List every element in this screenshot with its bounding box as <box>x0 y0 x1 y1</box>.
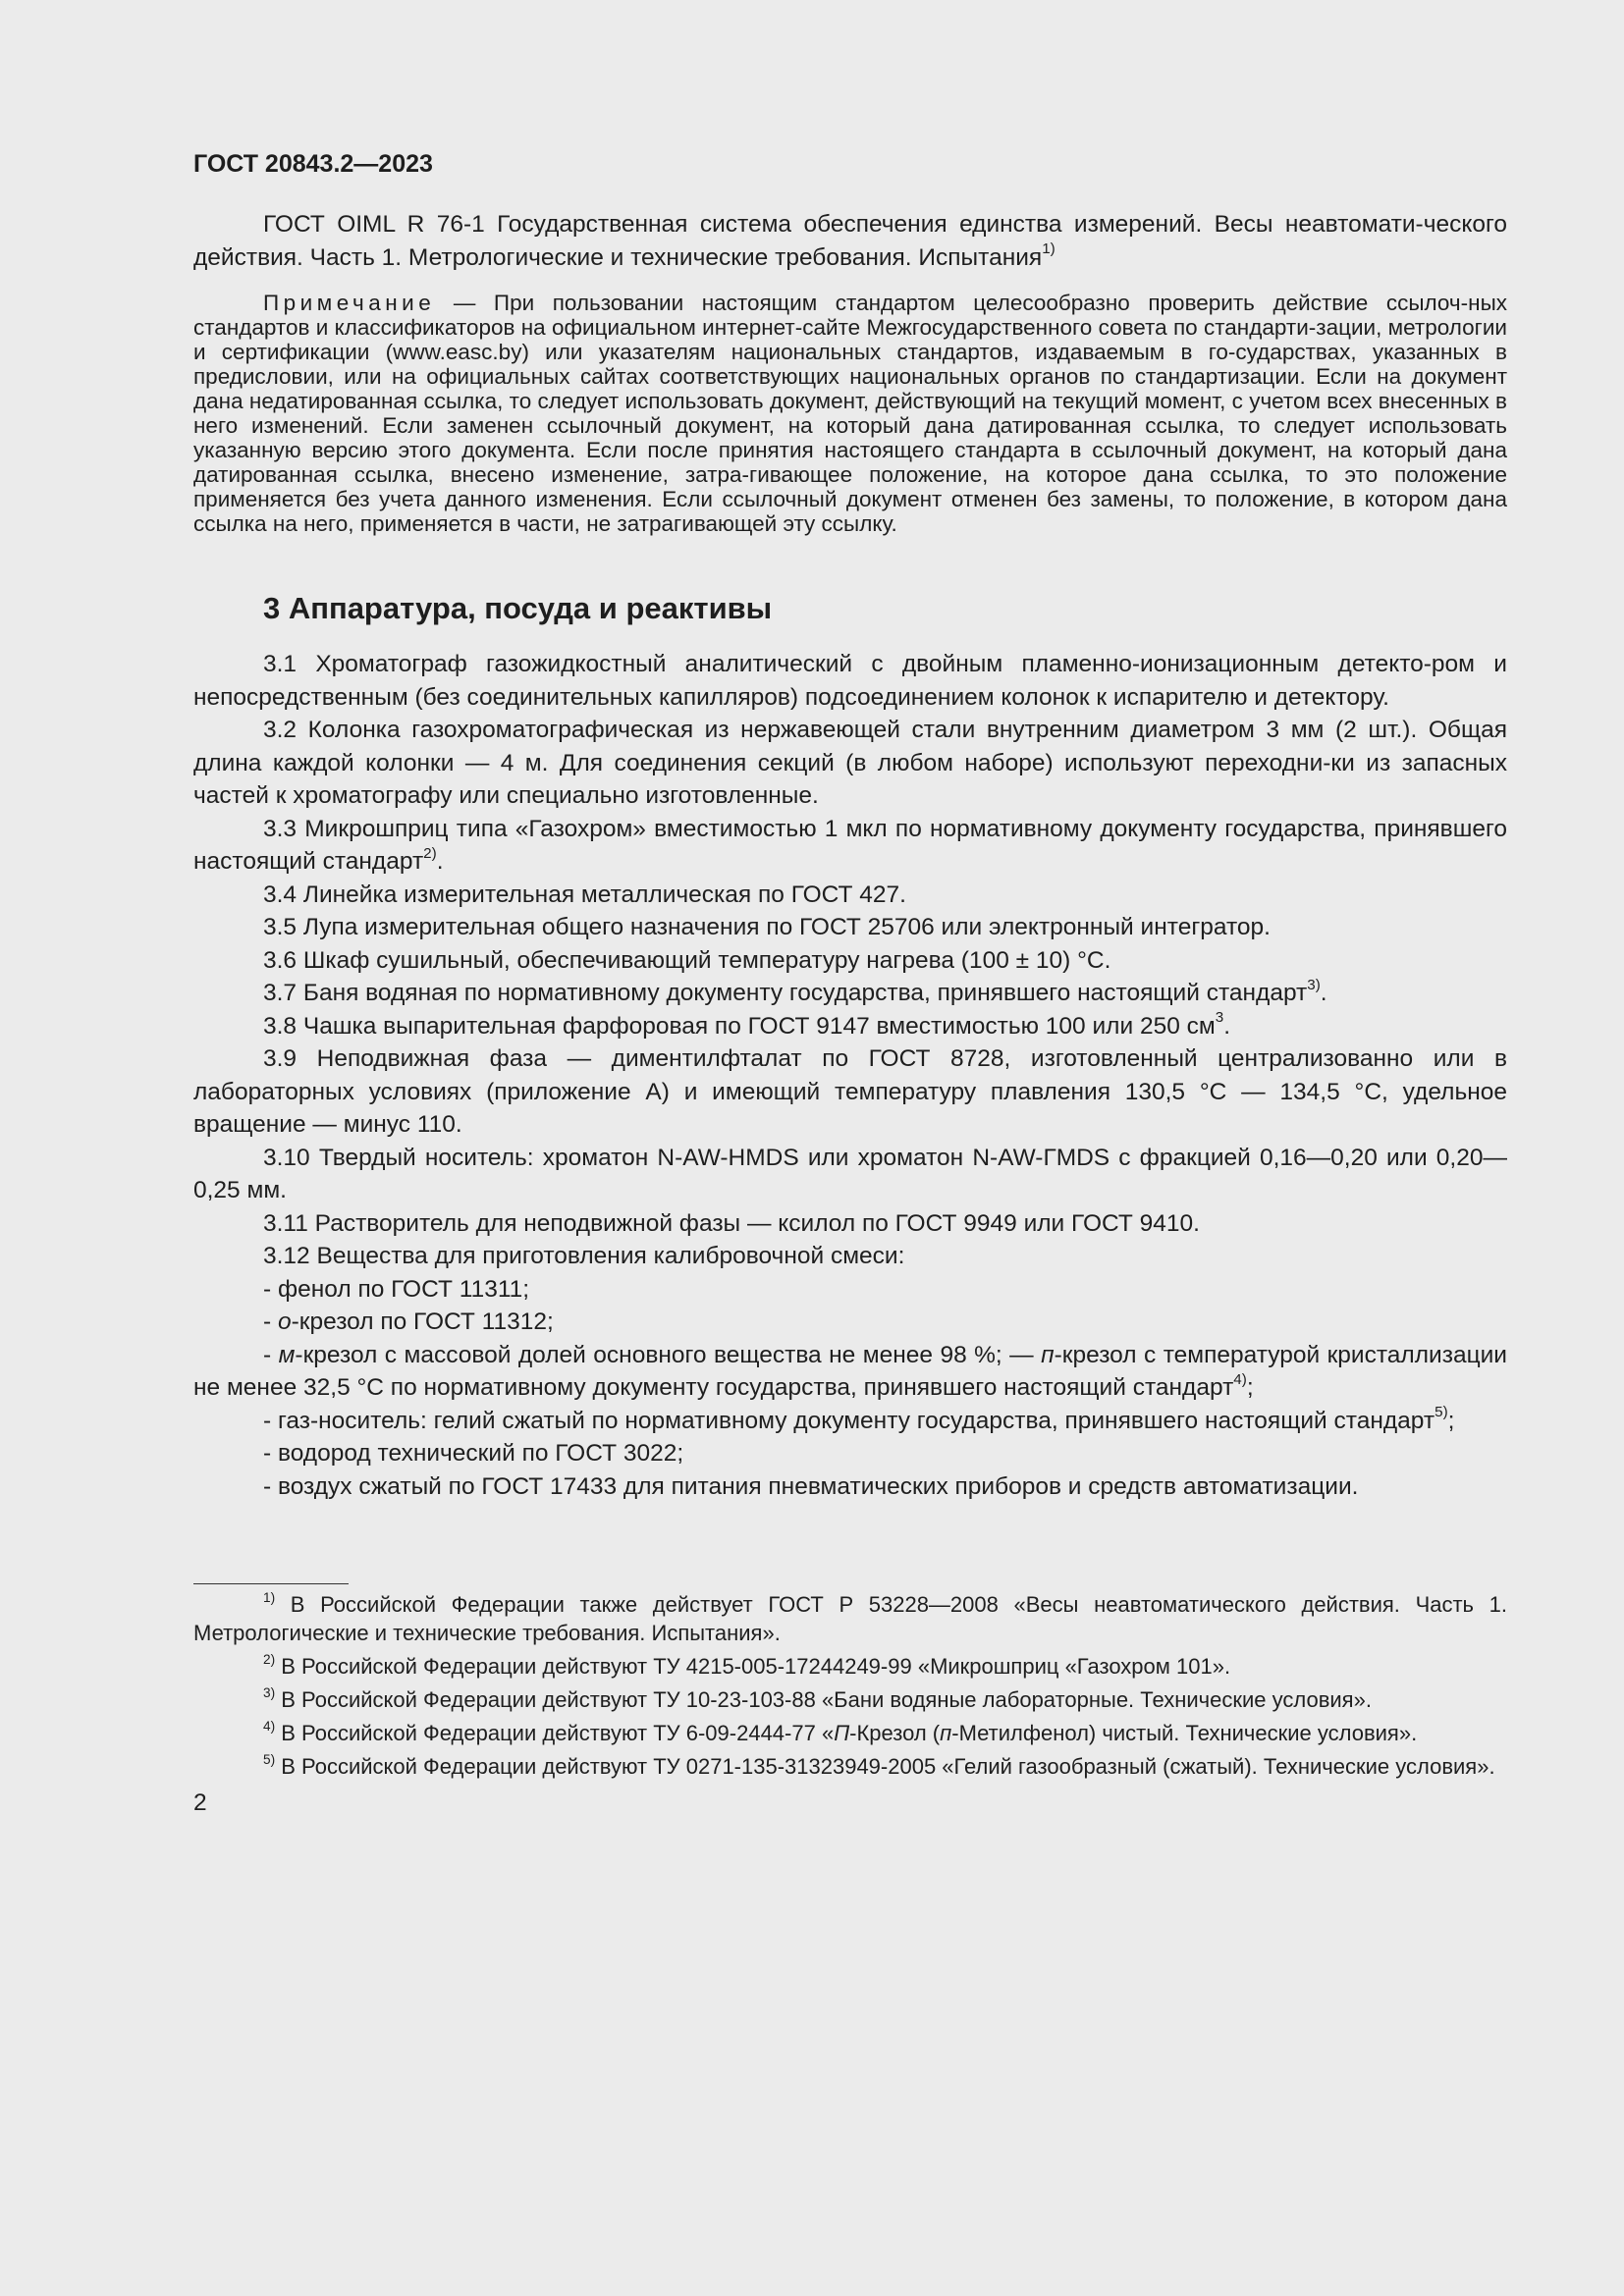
list-dash: - <box>263 1308 278 1335</box>
item-3-4: 3.4 Линейка измерительная металлическая по ГОСТ 427. <box>263 881 906 908</box>
note-paragraph <box>193 291 1507 536</box>
italic-letter: п <box>940 1721 952 1745</box>
footnote-ref-3: 3) <box>1307 976 1321 993</box>
page-content <box>193 147 1507 1818</box>
item-3-3-text: 3.3 Микрошприц типа «Газохром» вместимостью 1 мкл по нормативному документу государства, принявшего настоящий стандарт <box>193 815 1507 875</box>
section-title: 3 Аппаратура, посуда и реактивы <box>263 591 773 625</box>
note-text: — При пользовании настоящим стандартом целесообразно проверить действие ссылоч-ных стандартов и классификаторов на официальном интернет-сайте Межгосударственного совета по стандарти-зации, метрологии и сертификации (www.easc.by) или указателям национальных стандартов, издаваемым в го-сударствах, указанных в предисловии, или на официальных сайтах соответствующих национальных органов по стандартизации. Если на документ дана недатированная ссылка, то следует использовать документ, действующий на текущий момент, с учетом всех внесенных в него изменений. Если заменен ссылочный документ, на который дана датированная ссылка, то следует использовать указанную версию этого документа. Если после принятия настоящего стандарта в ссылочный документ, на который дана датированная ссылка, внесено изменение, затра-гивающее положение, на которое дана ссылка, то это положение применяется без учета данного изменения. Если ссылочный документ отменен без замены, то положение, в котором дана ссылка на него, применяется в части, не затрагивающей эту ссылку. <box>193 291 1507 536</box>
italic-prefix: м <box>278 1341 296 1368</box>
footnote-mark: 2) <box>263 1651 276 1667</box>
footnote-text: -Крезол ( <box>849 1721 941 1745</box>
footnote-ref-4: 4) <box>1233 1370 1247 1388</box>
list-item-hydrogen: - водород технический по ГОСТ 3022; <box>263 1440 684 1467</box>
item-3-11: 3.11 Растворитель для неподвижной фазы — ксилол по ГОСТ 9949 или ГОСТ 9410. <box>263 1209 1200 1237</box>
footnote-1 <box>193 1590 1507 1647</box>
footnote-4 <box>193 1719 1507 1747</box>
item-3-2: 3.2 Колонка газохроматографическая из нержавеющей стали внутренним диаметром 3 мм (2 шт.). Общая длина каждой колонки — 4 м. Для соединения секций (в любом наборе) используют переходни-ки из запасных частей к хроматографу или специально изготовленные. <box>193 717 1507 809</box>
item-3-7-end: . <box>1320 980 1327 1006</box>
footnote-mark: 4) <box>263 1718 276 1734</box>
reference-oiml <box>193 208 1507 274</box>
list-dash: - <box>263 1341 279 1368</box>
list-item-phenol: - фенол по ГОСТ 11311; <box>263 1275 530 1303</box>
footnote-mark: 5) <box>263 1751 276 1767</box>
italic-prefix: о <box>277 1308 292 1335</box>
list-item-air: - воздух сжатый по ГОСТ 17433 для питания пневматических приборов и средств автоматизации. <box>263 1472 1359 1500</box>
list-item-carrier-gas <box>193 1405 1507 1438</box>
footnote-text: В Российской Федерации действуют ТУ 0271-135-31323949-2005 «Гелий газообразный (сжатый). Технические условия». <box>275 1754 1495 1779</box>
list-item-end: ; <box>1246 1374 1254 1401</box>
item-3-3-end: . <box>436 848 444 875</box>
footnote-text: В Российской Федерации действуют ТУ 10-23-103-88 «Бани водяные лабораторные. Технические условия». <box>275 1687 1372 1712</box>
item-3-7-text: 3.7 Баня водяная по нормативному документу государства, принявшего настоящий стандарт <box>263 980 1308 1006</box>
item-3-8-text: 3.8 Чашка выпарительная фарфоровая по ГОСТ 9147 вместимостью 100 или 250 см <box>263 1012 1216 1040</box>
footnote-mark: 1) <box>263 1589 276 1605</box>
footnote-separator <box>193 1583 349 1584</box>
item-3-3 <box>193 813 1507 879</box>
item-3-8 <box>193 1010 1507 1043</box>
footnote-mark: 3) <box>263 1684 276 1700</box>
footnote-text: -Метилфенол) чистый. Технические условия». <box>951 1721 1418 1745</box>
item-3-10: 3.10 Твердый носитель: хроматон N-AW-HMDS или хроматон N-AW-ГMDS с фракцией 0,16—0,20 или 0,20—0,25 мм. <box>193 1144 1507 1203</box>
item-3-9: 3.9 Неподвижная фаза — диментилфталат по ГОСТ 8728, изготовленный централизованно или в лабораторных условиях (приложение А) и имеющий температуру плавления 130,5 °С — 134,5 °С, удельное вращение — минус 110. <box>193 1045 1507 1138</box>
item-3-5: 3.5 Лупа измерительная общего назначения по ГОСТ 25706 или электронный интегратор. <box>263 914 1271 940</box>
italic-letter: П <box>834 1721 850 1745</box>
item-3-7 <box>193 977 1507 1010</box>
page-number: 2 <box>193 1789 207 1816</box>
list-item-o-cresol-text: -крезол по ГОСТ 11312; <box>291 1308 554 1335</box>
footnote-3 <box>193 1685 1507 1714</box>
list-item-m-cresol-text: -крезол с массовой долей основного вещества не менее 98 %; — <box>295 1341 1042 1368</box>
footnote-ref-5: 5) <box>1435 1404 1448 1421</box>
note-label: Примечание <box>263 291 436 315</box>
item-3-1: 3.1 Хроматограф газожидкостный аналитический с двойным пламенно-ионизационным детекто-ром и непосредственным (без соединительных капилляров) подсоединением колонок к испарителю и детектору. <box>193 651 1507 711</box>
item-3-12: 3.12 Вещества для приготовления калибровочной смеси: <box>263 1243 905 1269</box>
reference-oiml-text: ГОСТ OIML R 76-1 Государственная система обеспечения единства измерений. Весы неавтомати-ческого действия. Часть 1. Метрологические и технические требования. Испытания <box>193 211 1507 271</box>
footnote-ref-1: 1) <box>1042 240 1056 258</box>
list-item-p-cresol-text: -крезол с температурой кристаллизации не менее 32,5 °С по нормативному документу государства, принявшего настоящий стандарт <box>193 1341 1507 1401</box>
footnote-text: В Российской Федерации также действует ГОСТ Р 53228—2008 «Весы неавтоматического действия. Часть 1. Метрологические и технические требования. Испытания». <box>193 1592 1507 1645</box>
list-item-m-cresol <box>193 1339 1507 1405</box>
footnote-text: В Российской Федерации действуют ТУ 6-09-2444-77 « <box>275 1721 835 1745</box>
document-code-header: ГОСТ 20843.2—2023 <box>193 150 433 178</box>
item-3-8-end: . <box>1223 1012 1230 1040</box>
unit-superscript: 3 <box>1215 1009 1224 1027</box>
list-item-end: ; <box>1447 1407 1455 1434</box>
list-item-carrier-gas-text: - газ-носитель: гелий сжатый по нормативному документу государства, принявшего настоящий стандарт <box>263 1407 1435 1434</box>
footnote-2 <box>193 1652 1507 1681</box>
list-item-o-cresol <box>193 1306 1507 1339</box>
italic-prefix: п <box>1041 1341 1055 1368</box>
footnote-text: В Российской Федерации действуют ТУ 4215-005-17244249-99 «Микрошприц «Газохром 101». <box>275 1654 1231 1679</box>
footnote-ref-2: 2) <box>423 844 437 862</box>
item-3-6: 3.6 Шкаф сушильный, обеспечивающий температуру нагрева (100 ± 10) °С. <box>263 946 1111 974</box>
footnote-5 <box>193 1752 1507 1781</box>
